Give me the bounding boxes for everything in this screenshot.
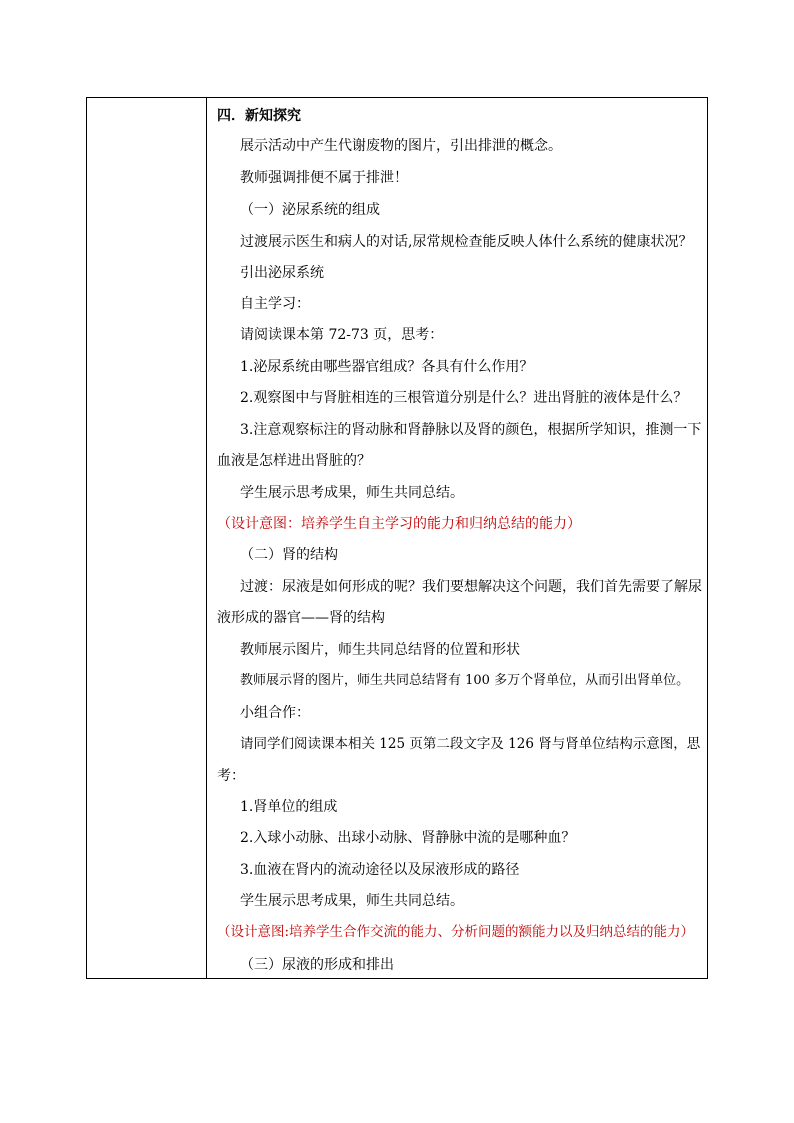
- text-line: 过渡展示医生和病人的对话,尿常规检查能反映人体什么系统的健康状况？: [240, 234, 693, 250]
- subsection-heading: （一）泌尿系统的组成: [240, 202, 380, 218]
- question-line: 3.注意观察标注的肾动脉和肾静脉以及肾的颜色，根据所学知识，推测一下: [240, 422, 702, 438]
- question-line: 1.肾单位的组成: [240, 799, 338, 815]
- text-line: 自主学习：: [240, 296, 310, 312]
- text-line: 请同学们阅读课本相关 125 页第二段文字及 126 肾与肾单位结构示意图，思: [240, 736, 701, 752]
- text-line: 展示活动中产生代谢废物的图片，引出排泄的概念。: [240, 138, 562, 154]
- text-line: 小组合作：: [240, 705, 310, 721]
- section-heading: 四．新知探究: [217, 108, 301, 124]
- text-line: 教师展示图片，师生共同总结肾的位置和形状: [240, 642, 520, 658]
- text-line: 学生展示思考成果，师生共同总结。: [240, 485, 464, 501]
- text-line: 液形成的器官——肾的结构: [217, 610, 385, 626]
- text-line: 血液是怎样进出肾脏的？: [217, 453, 371, 469]
- question-line: 2.入球小动脉、出球小动脉、肾静脉中流的是哪种血？: [240, 830, 576, 846]
- design-intent-note: （设计意图：培养学生自主学习的能力和归纳总结的能力）: [217, 516, 581, 532]
- text-line: 教师展示肾的图片，师生共同总结肾有 100 多万个肾单位，从而引出肾单位。: [240, 673, 690, 688]
- text-line: 过渡：尿液是如何形成的呢？我们要想解决这个问题，我们首先需要了解尿: [240, 579, 702, 595]
- content-cell: [207, 98, 707, 978]
- design-intent-note: （设计意图:培养学生合作交流的能力、分析问题的额能力以及归纳总结的能力）: [217, 924, 695, 940]
- text-line: 学生展示思考成果，师生共同总结。: [240, 893, 464, 909]
- text-line: 请阅读课本第 72-73 页，思考：: [240, 327, 444, 343]
- question-line: 1.泌尿系统由哪些器官组成？各具有什么作用？: [240, 359, 534, 375]
- question-line: 3.血液在肾内的流动途径以及尿液形成的路径: [240, 862, 520, 878]
- left-column-cell: [87, 98, 207, 978]
- text-line: 教师强调排便不属于排泄！: [240, 170, 408, 186]
- subsection-heading: （二）肾的结构: [240, 547, 338, 563]
- question-line: 2.观察图中与肾脏相连的三根管道分别是什么？进出肾脏的液体是什么？: [240, 390, 688, 406]
- lesson-table: [86, 97, 708, 979]
- subsection-heading: （三）尿液的形成和排出: [240, 957, 394, 973]
- text-line: 引出泌尿系统: [240, 265, 324, 281]
- text-line: 考：: [217, 768, 245, 784]
